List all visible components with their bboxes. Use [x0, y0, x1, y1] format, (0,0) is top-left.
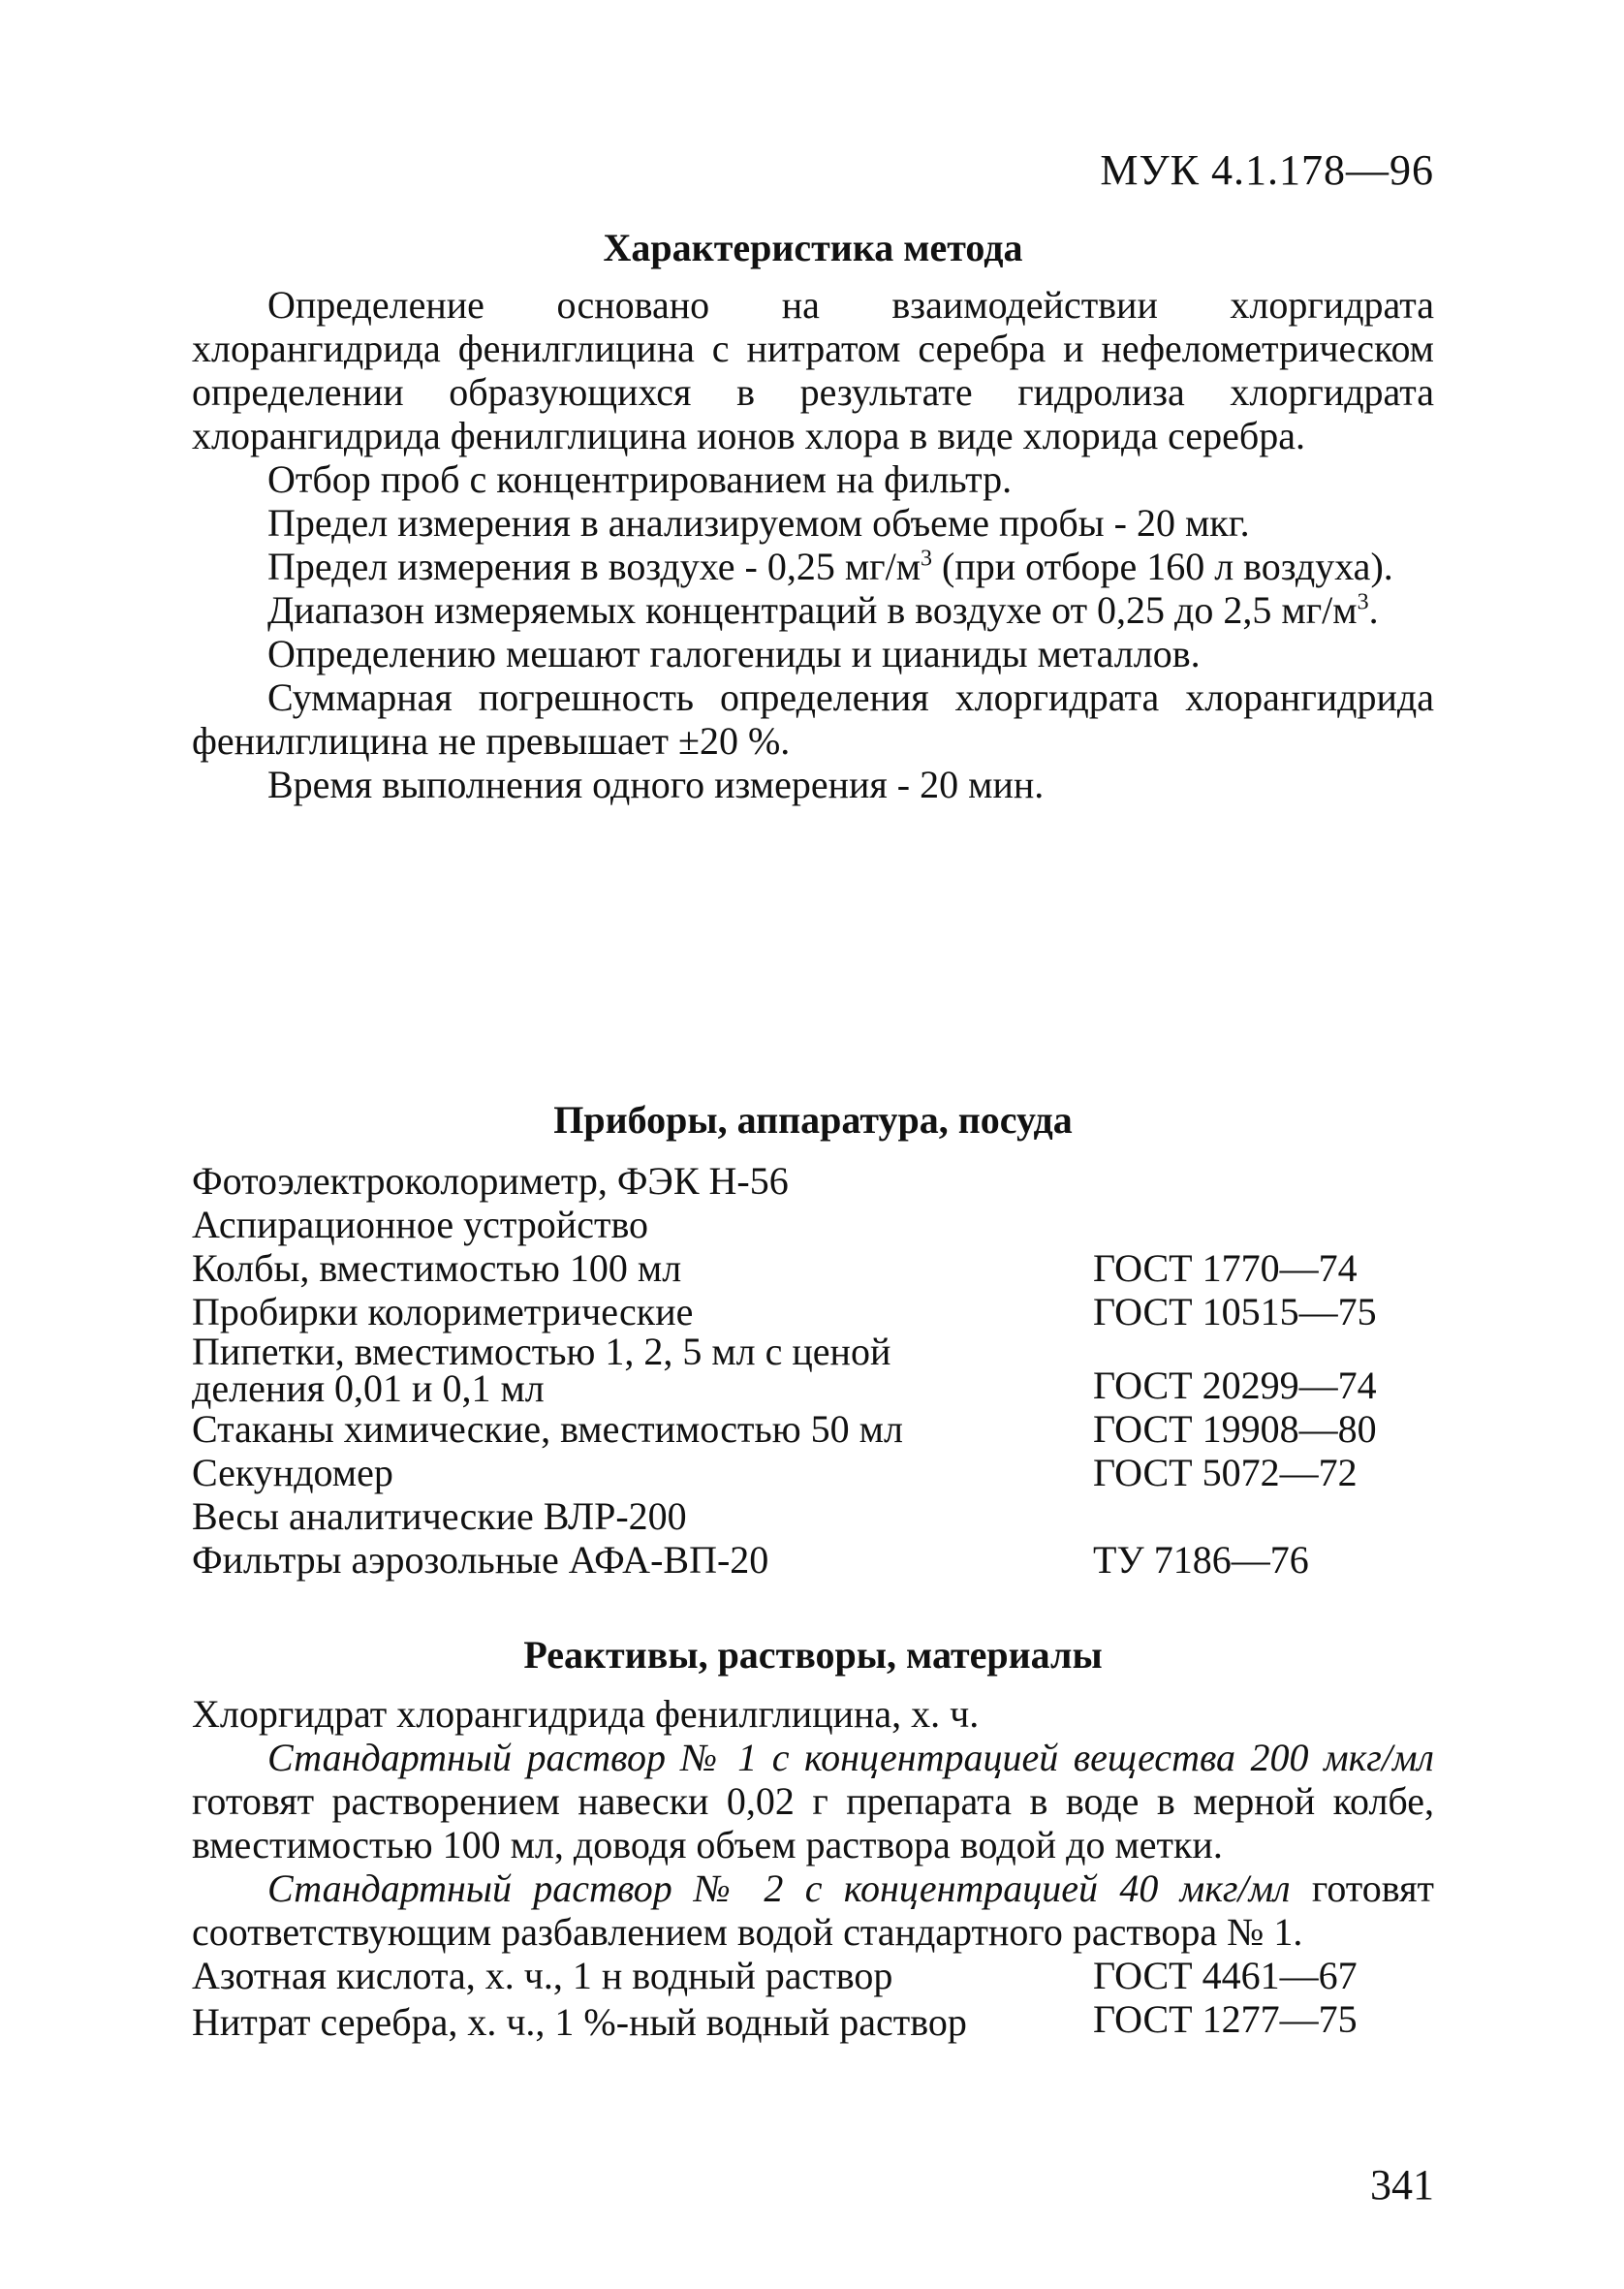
item-name: Нитрат серебра, х. ч., 1 %-ный водный раствор	[192, 2000, 967, 2044]
text-fragment: .	[1368, 588, 1379, 632]
method-paragraph: Отбор проб с концентрированием на фильтр.	[267, 457, 1013, 501]
document-code: МУК 4.1.178—96	[1100, 146, 1434, 194]
list-item	[192, 1407, 1434, 1451]
item-standard: ГОСТ 10515—75	[1093, 1290, 1377, 1333]
item-name: Колбы, вместимостью 100 мл	[192, 1246, 682, 1290]
text-fragment: Диапазон измеряемых концентраций в воздухе от 0,25 до 2,5 мг/м	[267, 588, 1358, 632]
list-item	[192, 1290, 1434, 1333]
list-item	[192, 1997, 1434, 2044]
method-section	[192, 283, 1434, 806]
item-name: Весы аналитические ВЛР-200	[192, 1494, 687, 1538]
item-name: Пипетки, вместимостью 1, 2, 5 мл с ценой деления 0,01 и 0,1 мл	[192, 1330, 891, 1410]
text-fragment: (при отборе 160 л воздуха).	[932, 545, 1393, 588]
page-number: 341	[1370, 2161, 1434, 2209]
reagent-intro: Хлоргидрат хлорангидрида фенилглицина, х. ч.	[192, 1692, 980, 1736]
item-standard: ГОСТ 4461—67	[1093, 1954, 1358, 1997]
text-fragment-italic: Стандартный раствор № 1 с концентрацией вещества 200 мкг/мл	[267, 1736, 1434, 1779]
section-title-reagents: Реактивы, растворы, материалы	[523, 1633, 1103, 1677]
devices-list	[192, 1159, 1434, 1582]
list-item	[192, 1203, 1434, 1246]
list-item	[192, 1538, 1434, 1582]
document-page	[192, 145, 1434, 2210]
superscript: 3	[1357, 589, 1369, 615]
text-fragment: готовят соответствующим разбавлением водой стандартного раствора № 1.	[192, 1866, 1434, 1954]
list-item	[192, 1494, 1434, 1538]
item-standard: ГОСТ 5072—72	[1093, 1451, 1358, 1494]
method-paragraph	[192, 545, 1434, 588]
item-name: Секундомер	[192, 1451, 393, 1494]
method-paragraph	[192, 588, 1434, 632]
method-paragraph: Определение основано на взаимодействии хлоргидрата хлорангидрида фенилглицина с нитратом серебра и нефелометрическом определении образующихся в результате гидролиза хлоргидрата хлорангидрида фенилглицина ионов хлора в виде хлорида серебра.	[192, 283, 1434, 457]
superscript: 3	[921, 546, 933, 572]
reagents-section	[192, 1692, 1434, 2044]
section-title-method: Характеристика метода	[603, 226, 1023, 269]
item-name: Фотоэлектроколориметр, ФЭК Н-56	[192, 1159, 789, 1203]
item-name: Аспирационное устройство	[192, 1203, 649, 1246]
item-standard: ТУ 7186—76	[1093, 1538, 1309, 1582]
list-item	[192, 1451, 1434, 1494]
text-fragment: готовят растворением навески 0,02 г препарата в воде в мерной колбе, вместимостью 100 мл, доводя объем раствора водой до метки.	[192, 1779, 1434, 1866]
section-title-devices: Приборы, аппаратура, посуда	[553, 1098, 1073, 1142]
item-standard: ГОСТ 19908—80	[1093, 1407, 1377, 1451]
item-name: Азотная кислота, х. ч., 1 н водный раствор	[192, 1954, 893, 1997]
item-standard: ГОСТ 20299—74	[1093, 1364, 1377, 1407]
item-standard: ГОСТ 1277—75	[1093, 1997, 1358, 2041]
list-item	[192, 1954, 1434, 1997]
text-fragment: Предел измерения в воздухе - 0,25 мг/м	[267, 545, 921, 588]
item-name: Пробирки колориметрические	[192, 1290, 694, 1333]
method-paragraph: Время выполнения одного измерения - 20 мин.	[267, 763, 1045, 806]
reagent-paragraph	[192, 1866, 1434, 1954]
item-name: Фильтры аэрозольные АФА-ВП-20	[192, 1538, 769, 1582]
text-fragment-italic: Стандартный раствор № 2 с концентрацией 40 мкг/мл	[267, 1866, 1291, 1910]
item-standard: ГОСТ 1770—74	[1093, 1246, 1358, 1290]
list-item	[192, 1159, 1434, 1203]
list-item	[192, 1246, 1434, 1290]
method-paragraph: Определению мешают галогениды и цианиды металлов.	[267, 632, 1201, 675]
method-paragraph: Суммарная погрешность определения хлоргидрата хлорангидрида фенилглицина не превышает ±20 %.	[192, 675, 1434, 763]
list-item	[192, 1330, 1434, 1410]
method-paragraph: Предел измерения в анализируемом объеме пробы - 20 мкг.	[267, 501, 1250, 545]
item-name: Стаканы химические, вместимостью 50 мл	[192, 1407, 903, 1451]
reagent-paragraph	[192, 1736, 1434, 1866]
